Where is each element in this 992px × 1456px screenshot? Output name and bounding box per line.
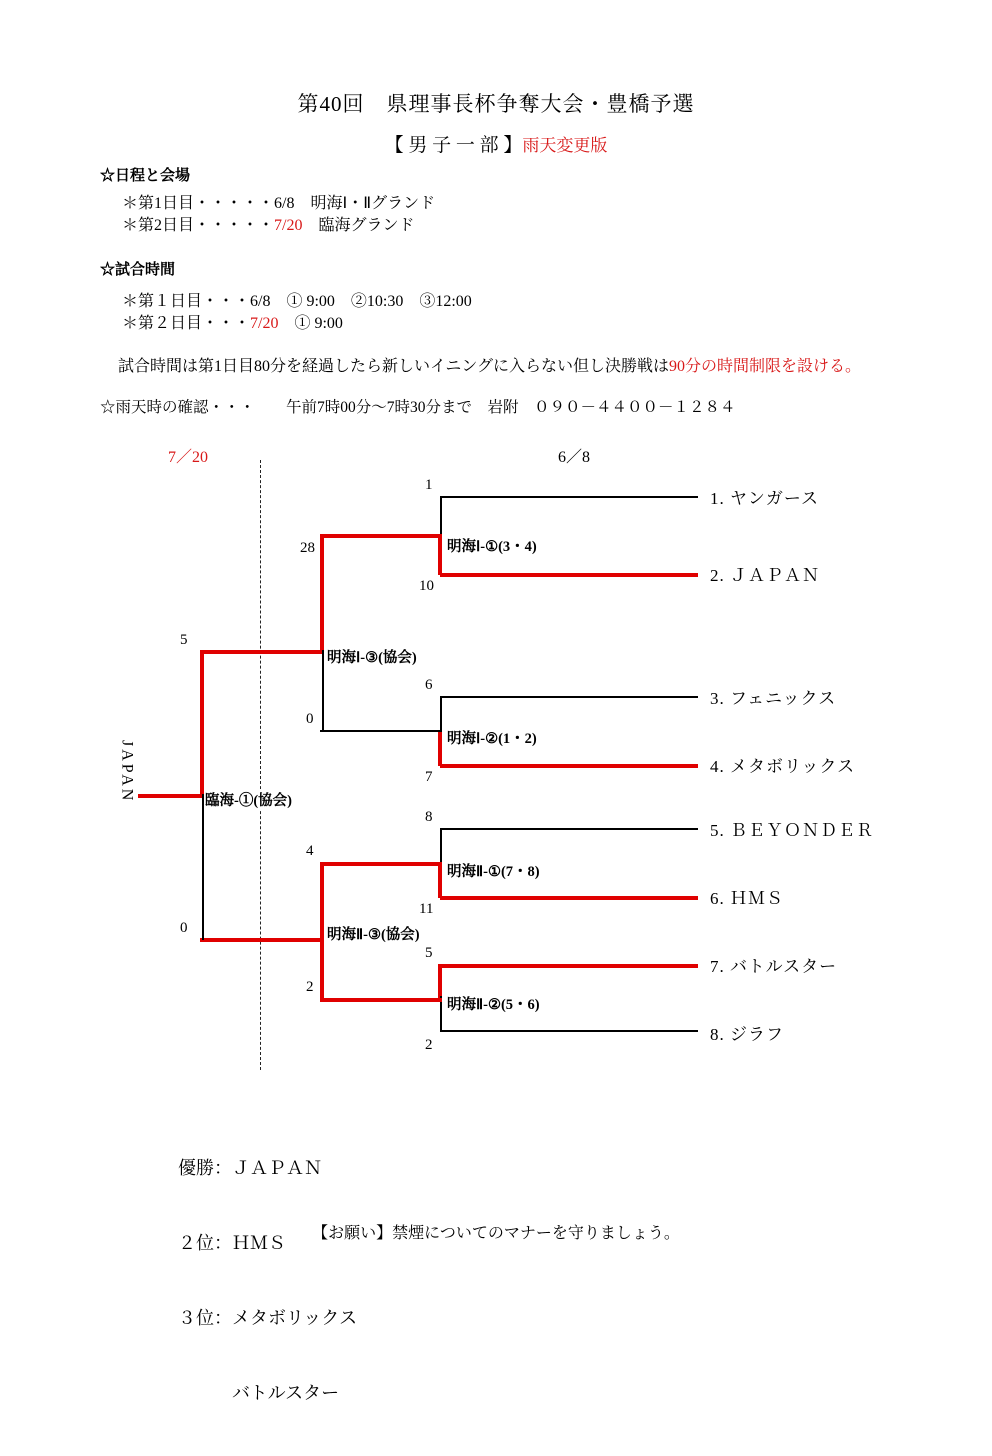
bracket-line bbox=[438, 964, 442, 998]
footer-note: 【お願い】禁煙についてのマナーを守りましょう。 bbox=[312, 1225, 680, 1242]
schedule-day1 bbox=[122, 190, 435, 213]
match-label-5: 明海Ⅰ-③(協会) bbox=[326, 646, 418, 667]
score-team-2: 10 bbox=[419, 578, 434, 594]
bracket-line bbox=[440, 496, 442, 536]
score-team-6: 11 bbox=[419, 901, 434, 917]
bracket-line bbox=[440, 696, 698, 698]
bracket-line bbox=[438, 730, 442, 766]
tournament-bracket bbox=[0, 430, 992, 1070]
score-semi-lower-b: 2 bbox=[306, 979, 314, 995]
bracket-line bbox=[440, 496, 698, 498]
bracket-line bbox=[320, 862, 442, 866]
score-team-7: 5 bbox=[425, 945, 433, 961]
bracket-line bbox=[138, 794, 202, 798]
schedule-day1-place: 明海Ⅰ・Ⅱグランド bbox=[294, 195, 436, 212]
schedule-day2-prefix: ＊第2日目・・・・・ bbox=[122, 217, 275, 234]
bracket-line bbox=[322, 650, 324, 732]
team-6: 6. ＨＭＳ bbox=[710, 889, 784, 908]
times-day1-date: 6/8 bbox=[250, 293, 271, 310]
bracket-line bbox=[320, 862, 324, 1000]
team-2: 2. ＪＡＰＡＮ bbox=[710, 566, 820, 585]
champion-label bbox=[118, 740, 136, 806]
times-day2-date: 7/20 bbox=[250, 315, 279, 332]
bracket-line bbox=[320, 998, 442, 1002]
bracket-line bbox=[440, 964, 698, 968]
bracket-line bbox=[440, 828, 442, 864]
bracket-line bbox=[200, 650, 322, 654]
score-final-lower: 0 bbox=[180, 920, 188, 936]
bracket-line bbox=[440, 764, 698, 768]
team-8: 8. ジラフ bbox=[710, 1025, 784, 1044]
score-team-4: 7 bbox=[425, 769, 433, 785]
score-semi-lower-a: 4 bbox=[306, 843, 314, 859]
times-day2-times: ① 9:00 bbox=[278, 315, 343, 332]
bracket-line bbox=[440, 896, 698, 900]
times-day2-prefix: ＊第２日目・・・ bbox=[122, 315, 251, 332]
schedule-day1-date: 6/8 bbox=[274, 195, 295, 212]
subtitle-red-note: 雨天変更版 bbox=[522, 136, 608, 155]
time-rule-main: 試合時間は第1日目80分を経過したら新しいイニングに入らない但し決勝戦は bbox=[118, 358, 670, 375]
match-label-4: 明海Ⅱ-②(5・6) bbox=[446, 993, 541, 1014]
team-7: 7. バトルスター bbox=[710, 957, 838, 976]
bracket-line bbox=[200, 650, 204, 796]
champion-label-text: JAPAN bbox=[118, 740, 136, 804]
schedule-day2 bbox=[122, 212, 414, 235]
subtitle-main: 【 男 子 一 部 】 bbox=[384, 135, 523, 156]
times-day1 bbox=[122, 288, 472, 311]
score-team-5: 8 bbox=[425, 809, 433, 825]
bracket-line bbox=[320, 730, 442, 732]
bracket-line bbox=[438, 534, 442, 575]
bracket-line bbox=[202, 794, 204, 940]
team-5: 5. ＢＥＹＯＮＤＥＲ bbox=[710, 821, 874, 840]
schedule-day1-prefix: ＊第1日目・・・・・ bbox=[122, 195, 275, 212]
time-rule bbox=[118, 353, 861, 376]
score-semi-upper-a: 28 bbox=[300, 540, 315, 556]
score-team-8: 2 bbox=[425, 1037, 433, 1053]
bracket-line bbox=[320, 534, 324, 652]
bracket-line bbox=[440, 828, 698, 830]
result-first: 優勝：ＪＡＰＡＮ bbox=[178, 1158, 322, 1178]
match-label-2: 明海Ⅰ-②(1・2) bbox=[446, 727, 538, 748]
bracket-line bbox=[440, 1030, 698, 1032]
times-day1-prefix: ＊第１日目・・・ bbox=[122, 293, 251, 310]
result-second: ２位：ＨＭＳ bbox=[178, 1233, 286, 1253]
result-third: ３位：メタボリックス bbox=[178, 1308, 358, 1328]
times-day2 bbox=[122, 310, 343, 333]
score-team-1: 1 bbox=[425, 477, 433, 493]
score-final-upper: 5 bbox=[180, 632, 188, 648]
bracket-line bbox=[440, 696, 442, 732]
bracket-line bbox=[440, 573, 698, 577]
schedule-day2-date: 7/20 bbox=[274, 217, 303, 234]
match-label-6: 明海Ⅱ-③(協会) bbox=[326, 923, 421, 944]
page-title: 第40回 県理事長杯争奪大会・豊橋予選 bbox=[297, 92, 695, 116]
bracket-line bbox=[200, 938, 322, 942]
page-subtitle bbox=[0, 130, 992, 157]
schedule-heading: ☆日程と会場 bbox=[100, 168, 191, 184]
times-day1-times: ① 9:00 ②10:30 ③12:00 bbox=[270, 293, 472, 310]
bracket-day-right-label: 6／8 bbox=[558, 449, 591, 466]
match-label-7: 臨海-①(協会) bbox=[204, 789, 293, 810]
bracket-day-left-label: 7／20 bbox=[168, 449, 209, 466]
times-heading: ☆試合時間 bbox=[100, 262, 176, 278]
schedule-day2-place: 臨海グランド bbox=[302, 217, 415, 234]
bracket-line bbox=[438, 862, 442, 898]
result-third-2: バトルスター bbox=[178, 1383, 340, 1403]
rain-contact: ☆雨天時の確認・・・ 午前7時00分～7時30分まで 岩附 ０９０－４４００－１２８４ bbox=[100, 399, 736, 416]
bracket-line bbox=[320, 534, 440, 538]
score-team-3: 6 bbox=[425, 677, 433, 693]
score-semi-upper-b: 0 bbox=[306, 711, 314, 727]
day-divider bbox=[260, 460, 261, 1070]
match-label-1: 明海Ⅰ-①(3・4) bbox=[446, 535, 538, 556]
team-4: 4. メタボリックス bbox=[710, 757, 856, 776]
team-3: 3. フェニックス bbox=[710, 689, 837, 708]
time-rule-red: 90分の時間制限を設ける。 bbox=[669, 358, 862, 375]
team-1: 1. ヤンガース bbox=[710, 489, 819, 508]
match-label-3: 明海Ⅱ-①(7・8) bbox=[446, 860, 541, 881]
